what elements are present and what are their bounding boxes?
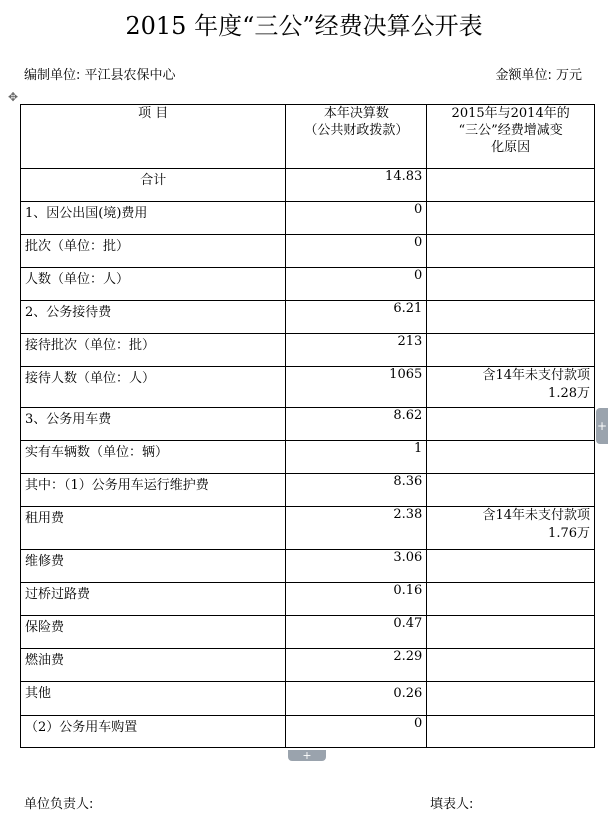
row-value: 1065	[286, 367, 427, 408]
table-row	[21, 649, 595, 682]
amount-unit-label: 金额单位: 万元	[495, 68, 582, 83]
row-value: 0.26	[286, 682, 427, 716]
row-value: 8.62	[286, 408, 427, 441]
table-row	[21, 716, 595, 748]
row-item: 接待人数（单位：人）	[21, 367, 286, 408]
row-item: 人数（单位：人）	[21, 268, 286, 301]
table-row	[21, 268, 595, 301]
row-note	[427, 616, 595, 649]
row-item: 其他	[21, 682, 286, 716]
row-item: 接待批次（单位：批）	[21, 334, 286, 367]
table-move-handle-icon[interactable]: ✥	[7, 90, 19, 104]
row-note	[427, 682, 595, 716]
row-note	[427, 235, 595, 268]
row-note	[427, 583, 595, 616]
unit-label: 编制单位: 平江县农保中心	[24, 68, 176, 83]
header-reason: 2015年与2014年的 “三公”经费增减变 化原因	[427, 105, 595, 169]
row-note	[427, 474, 595, 507]
row-value: 0	[286, 235, 427, 268]
row-value: 2.38	[286, 507, 427, 550]
table-row	[21, 408, 595, 441]
page-title: 2015 年度“三公”经费决算公开表	[125, 12, 483, 40]
row-note	[427, 202, 595, 235]
row-item: 租用费	[21, 507, 286, 550]
row-value: 3.06	[286, 550, 427, 583]
row-note	[427, 408, 595, 441]
row-value: 0.16	[286, 583, 427, 616]
row-note: 含14年未支付款项 1.76万	[427, 507, 595, 550]
row-value: 0	[286, 202, 427, 235]
row-item: 保险费	[21, 616, 286, 649]
table-row	[21, 474, 595, 507]
row-item: （2）公务用车购置	[21, 716, 286, 748]
table-row	[21, 507, 595, 550]
header-budget: 本年决算数 （公共财政拨款）	[286, 105, 427, 169]
row-value: 213	[286, 334, 427, 367]
row-value: 0	[286, 716, 427, 748]
table-row	[21, 441, 595, 474]
row-value: 0.47	[286, 616, 427, 649]
row-item: 3、公务用车费	[21, 408, 286, 441]
row-note	[427, 649, 595, 682]
table-row	[21, 616, 595, 649]
row-value: 2.29	[286, 649, 427, 682]
row-note	[427, 268, 595, 301]
table-header-row	[21, 105, 595, 169]
table-row	[21, 583, 595, 616]
row-item: 合计	[21, 169, 286, 202]
row-note	[427, 441, 595, 474]
row-value: 8.36	[286, 474, 427, 507]
expense-table	[20, 104, 595, 748]
row-item: 1、因公出国(境)费用	[21, 202, 286, 235]
row-item: 实有车辆数（单位：辆）	[21, 441, 286, 474]
row-note: 含14年未支付款项 1.28万	[427, 367, 595, 408]
row-item: 2、公务接待费	[21, 301, 286, 334]
footer-filler: 填表人:	[430, 797, 474, 812]
row-value: 14.83	[286, 169, 427, 202]
table-row	[21, 682, 595, 716]
row-note	[427, 301, 595, 334]
row-value: 6.21	[286, 301, 427, 334]
add-column-handle-icon[interactable]: +	[596, 408, 608, 444]
table-row	[21, 550, 595, 583]
row-note	[427, 169, 595, 202]
footer-responsible: 单位负责人:	[24, 797, 94, 812]
table-row	[21, 235, 595, 268]
table-row	[21, 367, 595, 408]
row-note	[427, 550, 595, 583]
row-item: 批次（单位：批）	[21, 235, 286, 268]
row-note	[427, 334, 595, 367]
add-row-handle-icon[interactable]: +	[288, 750, 326, 761]
row-item: 其中：（1）公务用车运行维护费	[21, 474, 286, 507]
table-row	[21, 169, 595, 202]
row-item: 过桥过路费	[21, 583, 286, 616]
row-note	[427, 716, 595, 748]
table-row	[21, 301, 595, 334]
row-value: 0	[286, 268, 427, 301]
row-item: 维修费	[21, 550, 286, 583]
header-item: 项 目	[21, 105, 286, 169]
row-value: 1	[286, 441, 427, 474]
row-item: 燃油费	[21, 649, 286, 682]
table-row	[21, 334, 595, 367]
table-row	[21, 202, 595, 235]
